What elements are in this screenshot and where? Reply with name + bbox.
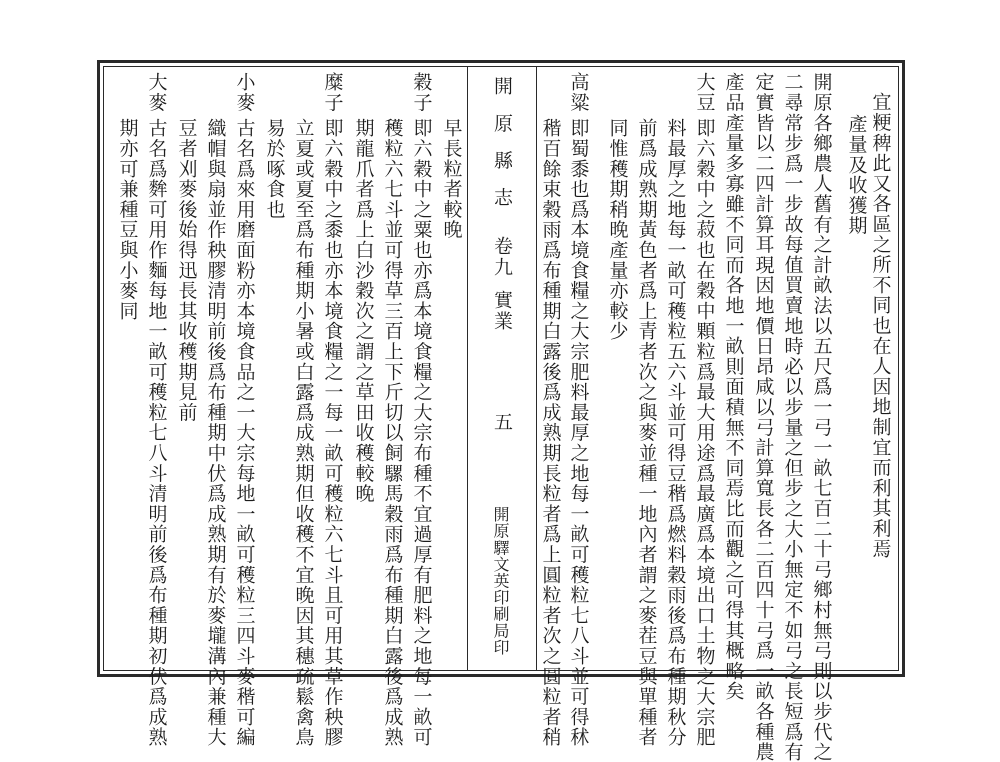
text-line: 定實皆以二四計算耳現因地價日昂咸以弓計算寬長各二百四十弓爲一畝各種農: [752, 72, 775, 762]
text-line: 即六穀中之粟也亦爲本境食糧之大宗布種不宜過厚有肥料之地每一畝可: [410, 118, 433, 748]
text-line: 早長粒者較晚: [440, 118, 463, 240]
printer-imprint: 開原驛文英印刷局印: [491, 506, 510, 656]
entry-label-sorghum: 高粱: [567, 72, 590, 113]
text-line: 即蜀黍也爲本境食糧之大宗肥料最厚之地每一畝可穫粒七八斗並可得秫: [567, 118, 590, 748]
text-line: 期亦可兼種豆與小麥同: [116, 118, 139, 321]
text-line: 前爲成熟期黃色者爲上青者次之與麥並種一地內者謂之麥茬豆與單種者: [635, 118, 658, 748]
center-fold-left-rule: [467, 66, 468, 671]
text-line: 即六穀中之黍也亦本境食糧之一每一畝可穫粒六七斗且可用其草作秧膠: [321, 118, 344, 748]
text-line: 二尋常步爲一步故每值買賣地時必以步量之但步之大小無定不如弓之長短爲有: [781, 72, 804, 762]
text-line: 同惟穫期稍晚產量亦較少: [606, 118, 629, 342]
text-line: 期龍爪者爲上白沙穀次之謂之草田收穫較晚: [352, 118, 375, 504]
entry-label-millet: 穀子: [410, 72, 433, 113]
text-line: 稭百餘束穀雨爲布種期白露後爲成熟期長粒者爲上圓粒者次之圓粒者稍: [539, 118, 562, 748]
text-line: 立夏或夏至爲布種期小暑或白露爲成熟期但收穫不宜晚因其穗疏鬆禽鳥: [292, 118, 315, 748]
text-line: 古名爲來用磨面粉亦本境食品之一大宗每地一畝可穫粒三四斗麥稭可編: [233, 118, 256, 748]
entry-label-broomcorn-millet: 糜子: [321, 72, 344, 113]
volume-label: 卷九: [491, 236, 513, 278]
text-line: 宜粳稗此又各區之所不同也在人因地制宜而利其利焉: [869, 92, 892, 559]
text-line: 易於啄食也: [263, 118, 286, 220]
text-line: 產品產量多寡雖不同而各地一畝則面積無不同焉比而觀之可得其概略矣: [722, 72, 745, 702]
text-line: 豆者刈麥後始得迅長其收穫期見前: [175, 118, 198, 423]
text-line: 古名爲麰可用作麵每地一畝可穫粒七八斗清明前後爲布種期初伏爲成熟: [145, 118, 168, 748]
county-title: 開 原 縣 志: [491, 76, 513, 213]
section-label: 實業: [491, 290, 513, 332]
text-line: 織帽與扇並作秧膠清明前後爲布種期中伏爲成熟期有於麥壠溝內兼種大: [204, 118, 227, 748]
text-line: 穫粒六七斗並可得草三百上下斤切以飼騾馬穀雨爲布種期白露後爲成熟: [381, 118, 404, 748]
page-number: 五: [491, 412, 513, 433]
entry-label-wheat: 小麥: [233, 72, 256, 113]
text-line: 料最厚之地每一畝可穫粒五六斗並可得豆稭爲燃料穀雨後爲布種期秋分: [664, 118, 687, 748]
section-heading: 產量及收獲期: [845, 114, 868, 236]
text-line: 開原各鄉農人舊有之計畝法以五尺爲一弓一畝七百二十弓鄉村無弓則以步代之: [810, 72, 833, 762]
center-fold-right-rule: [536, 66, 537, 671]
entry-label-soybean: 大豆: [693, 72, 716, 113]
text-line: 即六穀中之菽也在穀中顆粒爲最大用途爲最廣爲本境出口土物之大宗肥: [693, 118, 716, 748]
entry-label-barley: 大麥: [145, 72, 168, 113]
